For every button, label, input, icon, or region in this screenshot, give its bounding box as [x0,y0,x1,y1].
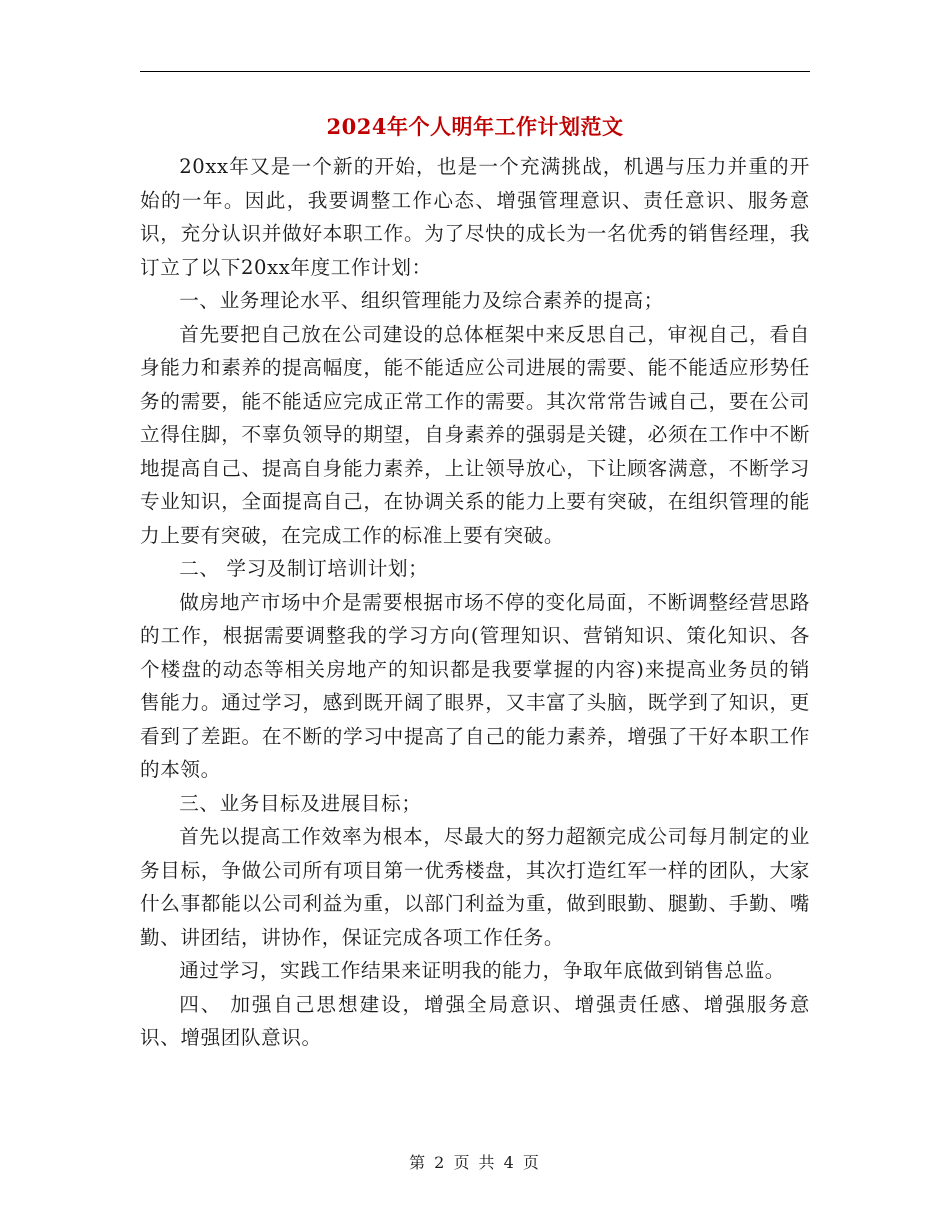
paragraph-section-2: 做房地产市场中介是需要根据市场不停的变化局面，不断调整经营思路的工作，根据需要调整我的学习方向(管理知识、营销知识、策化知识、各个楼盘的动态等相关房地产的知识都是我要掌握的内容)来提高业务员的销售能力。通过学习，感到既开阔了眼界，又丰富了头脑，既学到了知识，更看到了差距。在不断的学习中提高了自己的能力素养，增强了干好本职工作的本领。 [140,590,810,781]
paragraph-section-3: 首先以提高工作效率为根本，尽最大的努力超额完成公司每月制定的业务目标，争做公司所有项目第一优秀楼盘，其次打造红军一样的团队，大家什么事都能以公司利益为重，以部门利益为重，做到眼勤、腿勤、手勤、嘴勤、讲团结，讲协作，保证完成各项工作任务。 [140,825,810,949]
paragraph-section-1: 首先要把自己放在公司建设的总体框架中来反思自己，审视自己，看自身能力和素养的提高幅度，能不能适应公司进展的需要、能不能适应形势任务的需要，能不能适应完成正常工作的需要。其次常常告诫自己，要在公司立得住脚，不辜负领导的期望，自身素养的强弱是关键，必须在工作中不断地提高自己、提高自身能力素养，上让领导放心，下让顾客满意，不断学习专业知识，全面提高自己，在协调关系的能力上要有突破，在组织管理的能力上要有突破，在完成工作的标准上要有突破。 [140,322,810,547]
section-heading-3: 三、业务目标及进展目标； [179,791,422,815]
page-number: 第 2 页 共 4 页 [409,1153,541,1172]
header-rule [140,71,810,72]
section-heading-2: 二、 学习及制订培训计划； [179,557,429,580]
section-heading-1: 一、业务理论水平、组织管理能力及综合素养的提高； [179,289,664,312]
section-heading-4: 四、 加强自己思想建设，增强全局意识、增强责任感、增强服务意识、增强团队意识。 [140,992,810,1049]
paragraph-intro: 20xx年又是一个新的开始，也是一个充满挑战，机遇与压力并重的开始的一年。因此，我要调整工作心态、增强管理意识、责任意识、服务意识，充分认识并做好本职工作。为了尽快的成长为一名优秀的销售经理，我订立了以下20xx年度工作计划： [140,155,810,279]
paragraph-section-3-goal: 通过学习，实践工作结果来证明我的能力，争取年底做到销售总监。 [179,959,785,982]
document-body [140,150,810,1055]
document-title: 2024年个人明年工作计划范文 [326,114,624,139]
